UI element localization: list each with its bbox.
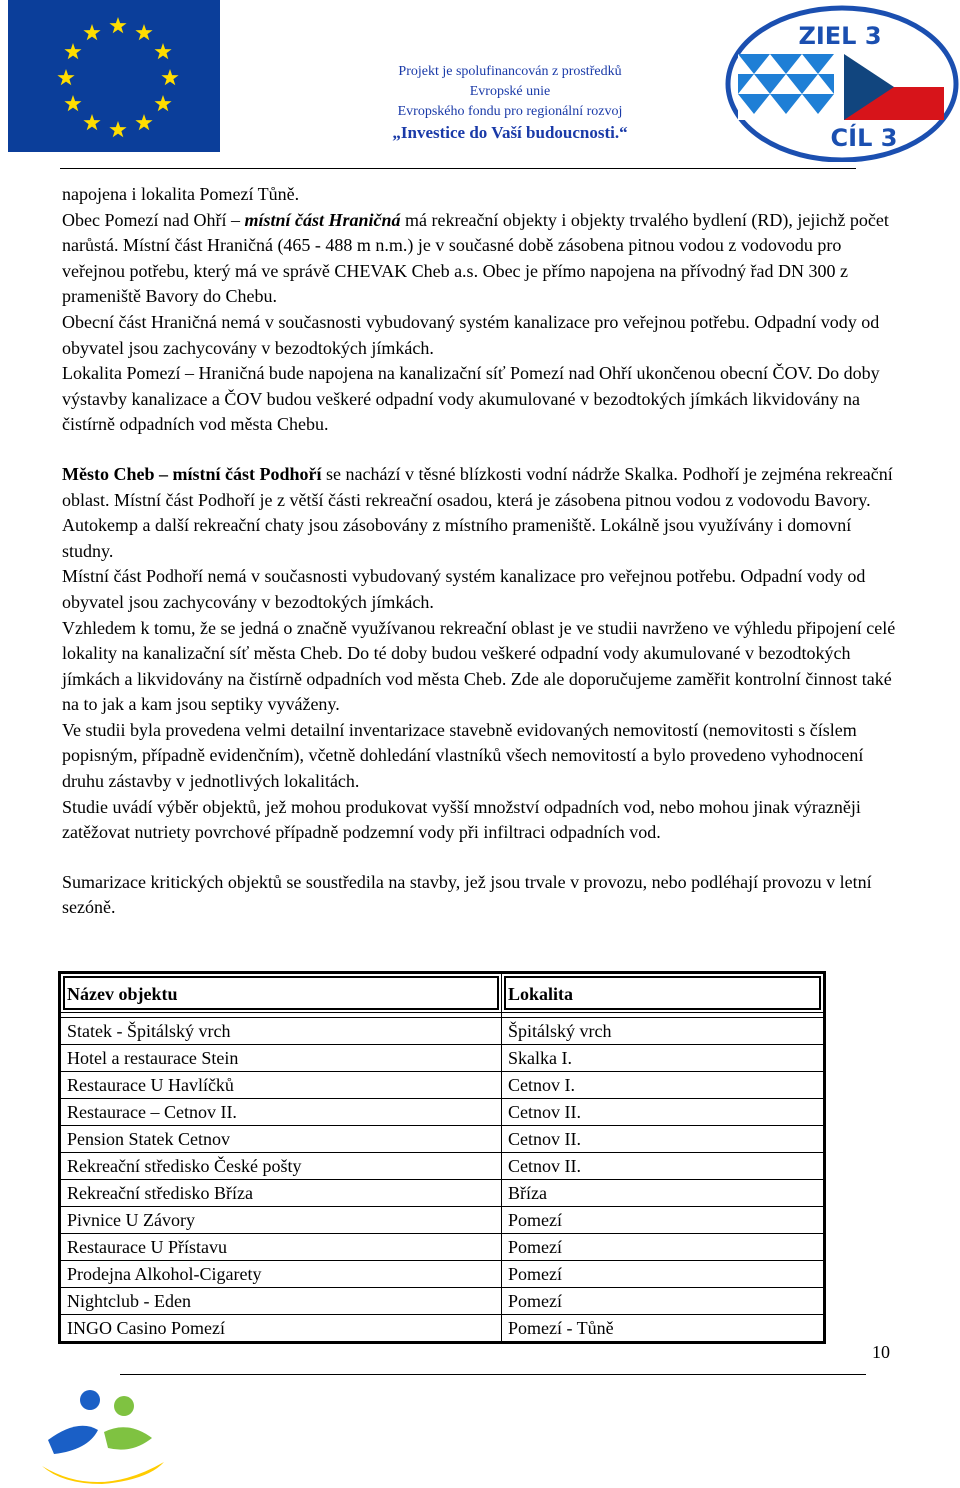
table-header-locality: Lokalita bbox=[502, 973, 825, 1013]
locality-cell: Pomezí bbox=[502, 1261, 825, 1288]
table-row bbox=[60, 1315, 825, 1343]
text-run: má rekreační objekty i objekty trvalého bydlení (RD), jejichž počet narůstá. Místní část Hraničná (465 - 488 m n.m.) je v současné době zásobena pitnou vodou z vodovodu pro veřejnou potřebu, který má ve správě CHEVAK Cheb a.s. Obec je přímo napojena na přívodný řad DN 300 z prameniště Bavory do Chebu. bbox=[62, 209, 889, 307]
cofinancing-line-1: Projekt je spolufinancován z prostředků bbox=[398, 64, 622, 79]
paragraph: Místní část Podhoří nemá v současnosti vybudovaný systém kanalizace pro veřejnou potřebu. Odpadní vody od obyvatel jsou zachycovány v bezodtokých jímkách. bbox=[62, 566, 866, 612]
paragraph: Vzhledem k tomu, že se jedná o značně využívanou rekreační oblast je ve studii navrženo ve výhledu připojení celé lokality na kanalizační síť města Cheb. Do té doby budou veškeré odpadní vody akumulované v bezodtokých jímkách a likvidovány na čistírně odpadních vod města Cheb. Zde ale doporučujeme zaměřit kontrolní činnost také na to jak a kam jsou septiky vyváženy. bbox=[62, 617, 896, 715]
header-rule bbox=[60, 168, 856, 169]
object-name-cell: Restaurace – Cetnov II. bbox=[60, 1099, 502, 1126]
table-header-object: Název objektu bbox=[60, 973, 502, 1013]
emphasis: Město Cheb – místní část Podhoří bbox=[62, 463, 322, 484]
object-name-cell: Pivnice U Závory bbox=[60, 1207, 502, 1234]
cofinancing-note bbox=[330, 62, 690, 144]
cofinancing-line-2: Evropské unie bbox=[469, 84, 551, 99]
paragraph bbox=[62, 462, 902, 564]
page-number: 10 bbox=[872, 1342, 890, 1362]
object-name-cell: Hotel a restaurace Stein bbox=[60, 1045, 502, 1072]
emphasis: místní část Hraničná bbox=[244, 209, 401, 230]
table-header-row bbox=[60, 973, 825, 1013]
table-row bbox=[60, 1180, 825, 1207]
text-run: Obec Pomezí nad Ohří – bbox=[62, 209, 245, 230]
eu-flag-logo bbox=[8, 0, 220, 152]
footer-logo bbox=[28, 1380, 178, 1488]
czech-flag-icon bbox=[844, 54, 944, 120]
text-run: se nachází v těsné blízkosti vodní nádrže Skalka. Podhoří je zejména rekreační oblast. Místní část Podhoří je z větší části rekreační osadou, která je zásobena pitnou vodou z vodovodu Bavory. Autokemp a další rekreační chaty jsou zásobovány z místního prameniště. Lokálně jsou využívány i domovní studny. bbox=[62, 463, 893, 561]
locality-cell: Cetnov II. bbox=[502, 1126, 825, 1153]
table-row bbox=[60, 1072, 825, 1099]
paragraph: napojena i lokalita Pomezí Tůně. bbox=[62, 184, 300, 204]
locality-cell: Cetnov II. bbox=[502, 1099, 825, 1126]
locality-cell: Špitálský vrch bbox=[502, 1018, 825, 1045]
bavaria-flag-icon bbox=[738, 54, 836, 120]
cofinancing-line-3: Evropského fondu pro regionální rozvoj bbox=[397, 104, 623, 119]
object-name-cell: Restaurace U Přístavu bbox=[60, 1234, 502, 1261]
ziel3-logo bbox=[724, 0, 960, 162]
eu-stars-icon bbox=[8, 0, 220, 152]
people-logo-icon bbox=[28, 1380, 178, 1488]
object-name-cell: Nightclub - Eden bbox=[60, 1288, 502, 1315]
table-row bbox=[60, 1153, 825, 1180]
paragraph: Ve studii byla provedena velmi detailní inventarizace stavebně evidovaných nemovitostí (nemovitosti s číslem popisným, případně evidenčním), včetně dohledání vlastníků všech nemovitostí a bylo provedeno vyhodnocení druhu zástavby v jednotlivých lokalitách. bbox=[62, 719, 864, 792]
document-body bbox=[62, 182, 902, 921]
object-name-cell: Pension Statek Cetnov bbox=[60, 1126, 502, 1153]
object-name-cell: Prodejna Alkohol-Cigarety bbox=[60, 1261, 502, 1288]
locality-cell: Skalka I. bbox=[502, 1045, 825, 1072]
object-name-cell: Restaurace U Havlíčků bbox=[60, 1072, 502, 1099]
table-row bbox=[60, 1261, 825, 1288]
critical-objects-table bbox=[58, 971, 826, 1344]
table-row bbox=[60, 1207, 825, 1234]
table-row bbox=[60, 1099, 825, 1126]
motto: „Investice do Vaší budoucnosti.“ bbox=[392, 123, 628, 142]
table-row bbox=[60, 1126, 825, 1153]
footer-rule bbox=[120, 1374, 866, 1375]
paragraph: Sumarizace kritických objektů se soustředila na stavby, jež jsou trvale v provozu, nebo podléhají provozu v letní sezóně. bbox=[62, 871, 872, 918]
locality-cell: Pomezí bbox=[502, 1288, 825, 1315]
paragraph bbox=[62, 208, 902, 310]
object-name-cell: Rekreační středisko České pošty bbox=[60, 1153, 502, 1180]
paragraph: Studie uvádí výběr objektů, jež mohou produkovat vyšší množství odpadních vod, nebo mohou jinak výrazněji zatěžovat nutriety povrchové případně podzemní vody při infiltraci odpadních vod. bbox=[62, 796, 861, 843]
paragraph: Obecní část Hraničná nemá v současnosti vybudovaný systém kanalizace pro veřejnou potřebu. Odpadní vody od obyvatel jsou zachycovány v bezodtokých jímkách. bbox=[62, 311, 880, 358]
locality-cell: Pomezí - Tůně bbox=[502, 1315, 825, 1343]
locality-cell: Pomezí bbox=[502, 1207, 825, 1234]
locality-cell: Cetnov II. bbox=[502, 1153, 825, 1180]
table-row bbox=[60, 1018, 825, 1045]
table-row bbox=[60, 1288, 825, 1315]
paragraph: Lokalita Pomezí – Hraničná bude napojena na kanalizační síť Pomezí nad Ohří ukončenou obecní ČOV. Do doby výstavby kanalizace a ČOV budou veškeré odpadní vody akumulované v bezodtokých jímkách likvidovány na čistírně odpadních vod města Chebu. bbox=[62, 363, 880, 435]
ziel-bottom-text: CÍL 3 bbox=[830, 124, 898, 152]
ziel-top-text: ZIEL 3 bbox=[798, 22, 882, 50]
object-name-cell: Rekreační středisko Bříza bbox=[60, 1180, 502, 1207]
locality-cell: Cetnov I. bbox=[502, 1072, 825, 1099]
table-row bbox=[60, 1045, 825, 1072]
table-row bbox=[60, 1234, 825, 1261]
locality-cell: Bříza bbox=[502, 1180, 825, 1207]
object-name-cell: Statek - Špitálský vrch bbox=[60, 1018, 502, 1045]
locality-cell: Pomezí bbox=[502, 1234, 825, 1261]
object-name-cell: INGO Casino Pomezí bbox=[60, 1315, 502, 1343]
